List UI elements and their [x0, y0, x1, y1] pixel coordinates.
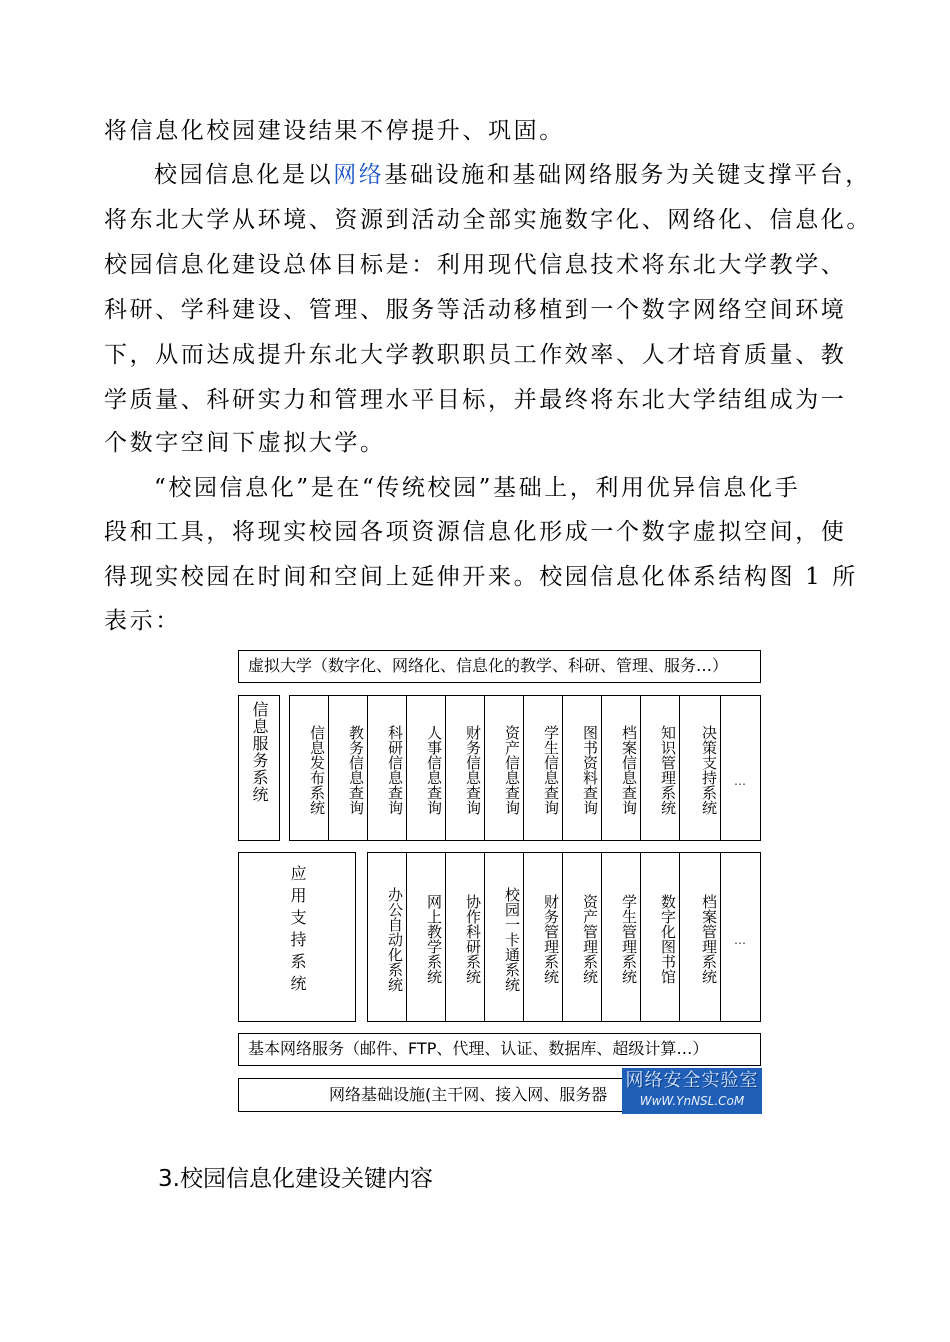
app-support-item: 网上教学系统 — [407, 853, 446, 1021]
network-link[interactable]: 网络 — [333, 162, 385, 188]
app-support-label: 应用支持系统 — [288, 865, 307, 997]
paragraph-line: 得现实校园在时间和空间上延伸开来。校园信息化体系结构图 1 所 — [104, 564, 858, 590]
info-service-items-box — [289, 695, 761, 841]
info-service-item: 人事信息查询 — [407, 696, 446, 840]
watermark-url: WwW.YnNSL.CoM — [639, 1094, 745, 1108]
paragraph-line: 个数字空间下虚拟大学。 — [104, 430, 386, 456]
app-support-items-box — [367, 852, 761, 1022]
info-service-item: 档案信息查询 — [602, 696, 641, 840]
ellipsis: … — [734, 774, 746, 788]
paragraph-line: 下，从而达成提升东北大学教职职员工作效率、人才培育质量、教 — [104, 342, 847, 368]
info-service-item: 科研信息查询 — [368, 696, 407, 840]
info-service-item: 教务信息查询 — [329, 696, 368, 840]
watermark-title: 网络安全实验室 — [625, 1070, 759, 1091]
watermark-logo — [622, 1068, 762, 1114]
text-span: 校园信息化是以 — [154, 162, 334, 188]
info-service-label: 信息服务系统 — [250, 701, 269, 803]
paragraph-line: “校园信息化”是在“传统校园”基础上，利用优异信息化手 — [154, 475, 801, 501]
info-service-item: 学生信息查询 — [524, 696, 563, 840]
paragraph-line: 校园信息化建设总体目标是：利用现代信息技术将东北大学教学、 — [104, 252, 847, 278]
app-support-item: 档案管理系统 — [680, 853, 721, 1021]
paragraph-line — [154, 160, 871, 190]
network-infrastructure-label: 网络基础设施(主干网、接入网、服务器 — [329, 1085, 608, 1104]
paragraph-line: 将信息化校园建设结果不停提升、巩固。 — [104, 118, 565, 144]
paragraph-line: 表示： — [104, 608, 181, 634]
paragraph-line: 将东北大学从环境、资源到活动全部实施数字化、网络化、信息化。 — [104, 207, 872, 233]
virtual-university-box — [238, 650, 761, 683]
app-support-item: 学生管理系统 — [602, 853, 641, 1021]
info-service-label-box — [238, 695, 280, 841]
paragraph-line: 科研、学科建设、管理、服务等活动移植到一个数字网络空间环境 — [104, 297, 847, 323]
paragraph-line: 学质量、科研实力和管理水平目标，并最终将东北大学结组成为一 — [104, 387, 847, 413]
virtual-university-label: 虚拟大学（数字化、网络化、信息化的教学、科研、管理、服务…） — [248, 656, 729, 675]
info-service-item: 资产信息查询 — [485, 696, 524, 840]
basic-network-service-box — [238, 1033, 761, 1066]
text-span: 基础设施和基础网络服务为关键支撑平台， — [384, 162, 871, 188]
section-heading: 3.校园信息化建设关键内容 — [158, 1166, 433, 1192]
info-service-item: 决策支持系统 — [680, 696, 721, 840]
info-service-item: 知识管理系统 — [641, 696, 680, 840]
app-support-item: 资产管理系统 — [563, 853, 602, 1021]
paragraph-line: 段和工具，将现实校园各项资源信息化形成一个数字虚拟空间，使 — [104, 519, 847, 545]
app-support-item: 校园一卡通系统 — [485, 853, 524, 1021]
info-service-item: 图书资料查询 — [563, 696, 602, 840]
info-service-item: 财务信息查询 — [446, 696, 485, 840]
app-support-item: 办公自动化系统 — [368, 853, 407, 1021]
ellipsis: … — [734, 933, 746, 947]
app-support-item: 财务管理系统 — [524, 853, 563, 1021]
basic-network-service-label: 基本网络服务（邮件、FTP、代理、认证、数据库、超级计算…） — [248, 1039, 709, 1058]
info-service-item: 信息发布系统 — [290, 696, 329, 840]
app-support-item: 数字化图书馆 — [641, 853, 680, 1021]
app-support-item: 协作科研系统 — [446, 853, 485, 1021]
app-support-label-box — [238, 852, 356, 1022]
